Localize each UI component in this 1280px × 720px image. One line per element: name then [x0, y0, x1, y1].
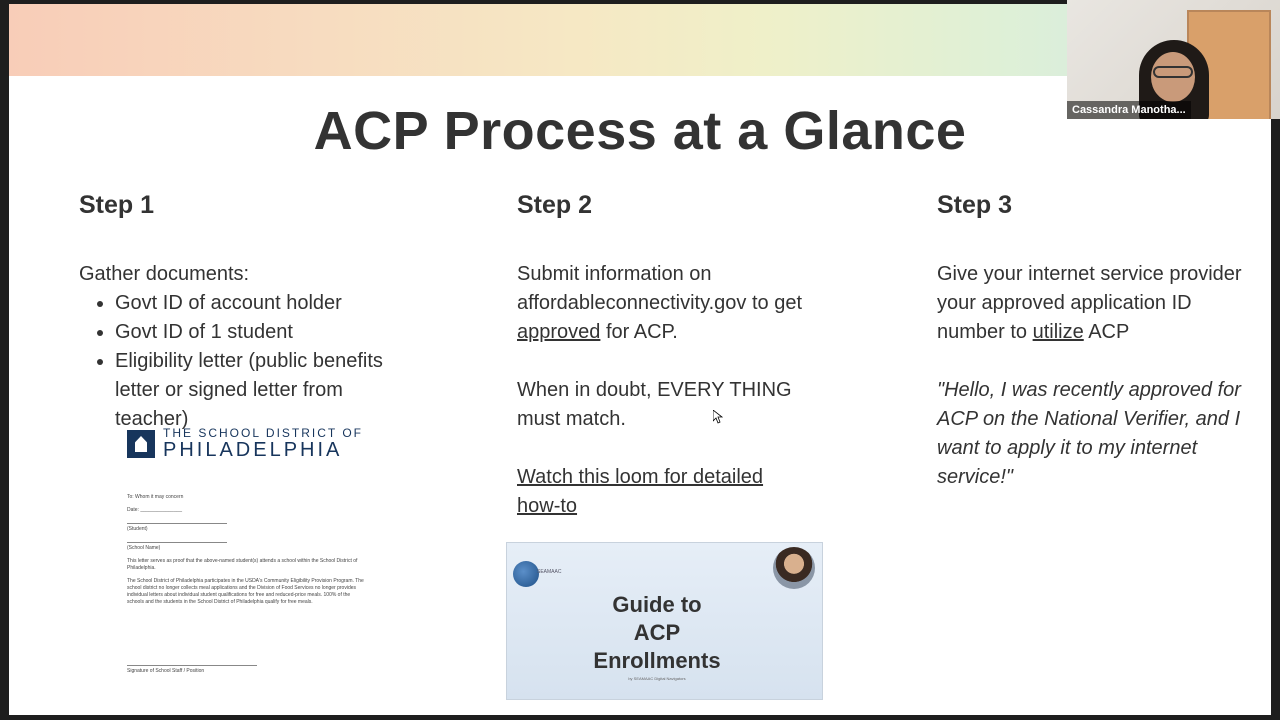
logo-line-1: THE SCHOOL DISTRICT OF: [163, 426, 364, 440]
step-2-column: [517, 190, 847, 521]
presenter-avatar: [773, 547, 815, 589]
thumbnail-logo-text: SEAMAAC: [537, 569, 562, 575]
step-2-doubt-1: When in doubt, EVERY THING: [517, 379, 792, 401]
approved-word: approved: [517, 321, 601, 343]
webcam-video[interactable]: [1067, 0, 1280, 119]
school-district-logo: [127, 424, 367, 464]
step-2-line-1: Submit information on: [517, 263, 712, 285]
slide-title: ACP Process at a Glance: [313, 101, 967, 161]
loom-link[interactable]: Watch this loom for detailed how-to: [517, 466, 764, 517]
seamaac-logo-icon: [513, 561, 539, 587]
list-item: • Govt ID of account holder: [115, 289, 419, 318]
letter-para-1: This letter serves as proof that the above-named student(s) attends a school within the School District of Philadelphia.: [127, 558, 358, 571]
logo-line-2: PHILADELPHIA: [163, 439, 343, 461]
letter-to: To: Whom it may concern: [127, 494, 184, 500]
eligibility-letter-image: [127, 424, 367, 714]
video-byline: by SEAMAAC Digital Navigators: [628, 676, 686, 681]
step-1-column: [79, 190, 419, 434]
participant-name: Cassandra Manotha...: [1067, 101, 1191, 119]
video-title: Guide to ACP Enrollments: [593, 592, 721, 673]
step-1-list: [79, 289, 419, 434]
step-2-doubt-2: must match.: [517, 408, 626, 430]
letter-date: Date: _______________: [127, 507, 183, 513]
school-building-icon: [127, 430, 155, 458]
utilize-word: utilize: [1032, 321, 1084, 343]
letter-signature: Signature of School Staff / Position: [127, 668, 205, 674]
step-3-heading: Step 3: [937, 191, 1013, 219]
step-2-heading: Step 2: [517, 191, 593, 219]
list-item: • Govt ID of 1 student: [115, 318, 419, 347]
step-1-intro: Gather documents:: [79, 263, 250, 285]
step-1-heading: Step 1: [79, 191, 155, 219]
letter-school: (School Name): [127, 545, 161, 551]
loom-video-thumbnail[interactable]: [506, 542, 823, 700]
step-3-column: [937, 190, 1257, 492]
letter-para-2: The School District of Philadelphia participates in the USDA's Community Eligibility Provision Program. The school district no longer collects meal applications and the Division of Food Services no longer provides individual letters about individual student qualifications for free and reduced-price meals. 100% of the schools and the students in the School District of Philadelphia qualify for free meals.: [127, 578, 364, 605]
letter-student: (Student): [127, 526, 148, 532]
step-3-text: Give your internet service provider your approved application ID number to utilize ACP: [937, 263, 1242, 343]
mouse-cursor-icon: [713, 410, 723, 424]
step-3-quote: "Hello, I was recently approved for ACP on the National Verifier, and I want to apply it to my internet service!": [937, 379, 1241, 488]
step-2-line-3: approved for ACP.: [517, 321, 678, 343]
step-2-line-2: affordableconnectivity.gov to get: [517, 292, 802, 314]
list-item: • Eligibility letter (public benefits letter or signed letter from teacher): [115, 347, 419, 434]
